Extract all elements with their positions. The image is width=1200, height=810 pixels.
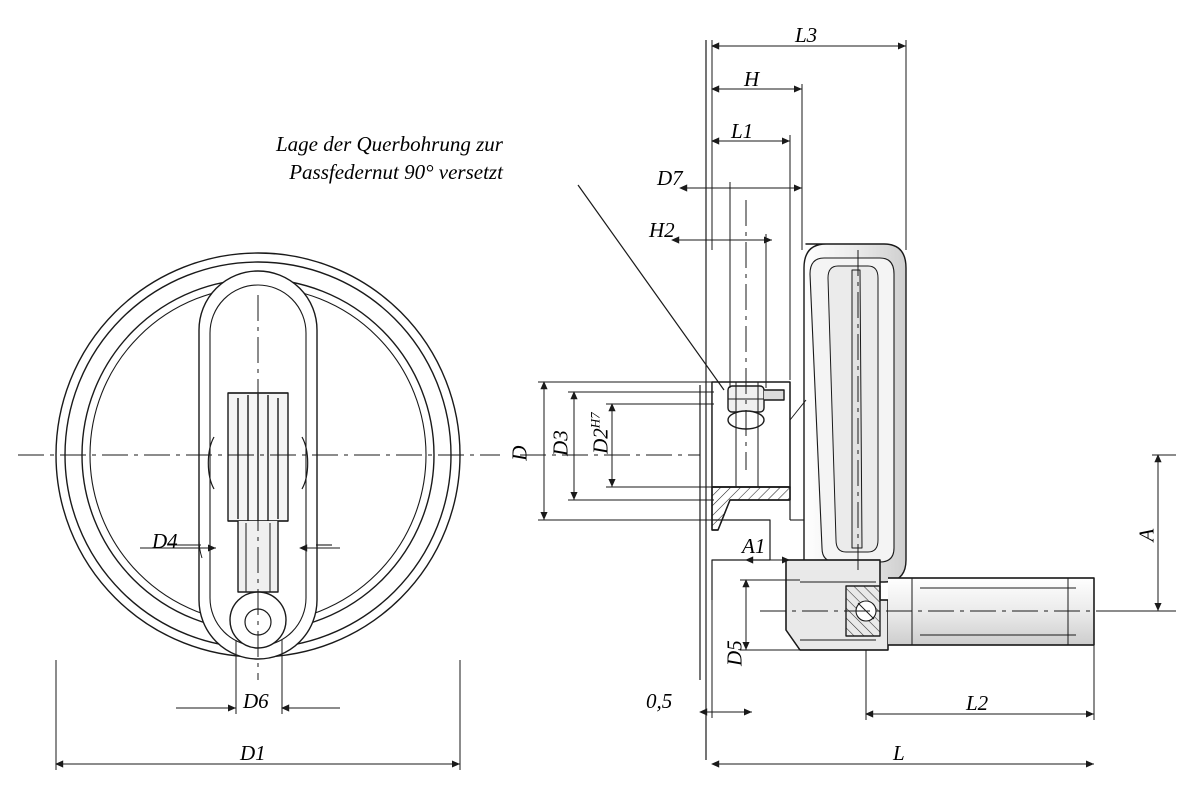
dimension-label-L2: L2 <box>966 691 989 715</box>
dimension-label-A: A <box>1134 528 1159 542</box>
dimension-label-L1: L1 <box>731 119 754 143</box>
annotation-note-line2: Passfedernut 90° versetzt <box>289 160 503 185</box>
dimension-label-D3: D3 <box>548 430 573 456</box>
dimension-label-D2-tolerance: H7 <box>587 412 603 429</box>
dimension-label-offset: 0,5 <box>646 689 673 713</box>
annotation-note-line1: Lage der Querbohrung zur <box>276 132 503 156</box>
dimension-label-H2: H2 <box>649 218 675 242</box>
dimension-label-H: H <box>744 67 760 91</box>
side-view <box>700 40 1094 760</box>
dimension-label-L: L <box>893 741 905 765</box>
dimension-label-D6: D6 <box>243 689 269 713</box>
dimension-label-D1: D1 <box>240 741 266 765</box>
annotation-note <box>276 130 503 187</box>
dimension-label-D: D <box>507 445 532 461</box>
dimension-label-D2-text: D2 <box>588 428 613 454</box>
dimension-label-D2 <box>588 412 614 454</box>
dimension-label-D4: D4 <box>152 529 178 553</box>
dimension-label-A1: A1 <box>742 534 766 558</box>
dimension-label-D5: D5 <box>722 640 747 666</box>
annotation-leader <box>578 185 724 390</box>
dimension-label-D7: D7 <box>657 166 683 190</box>
dimension-label-L3: L3 <box>795 23 818 47</box>
